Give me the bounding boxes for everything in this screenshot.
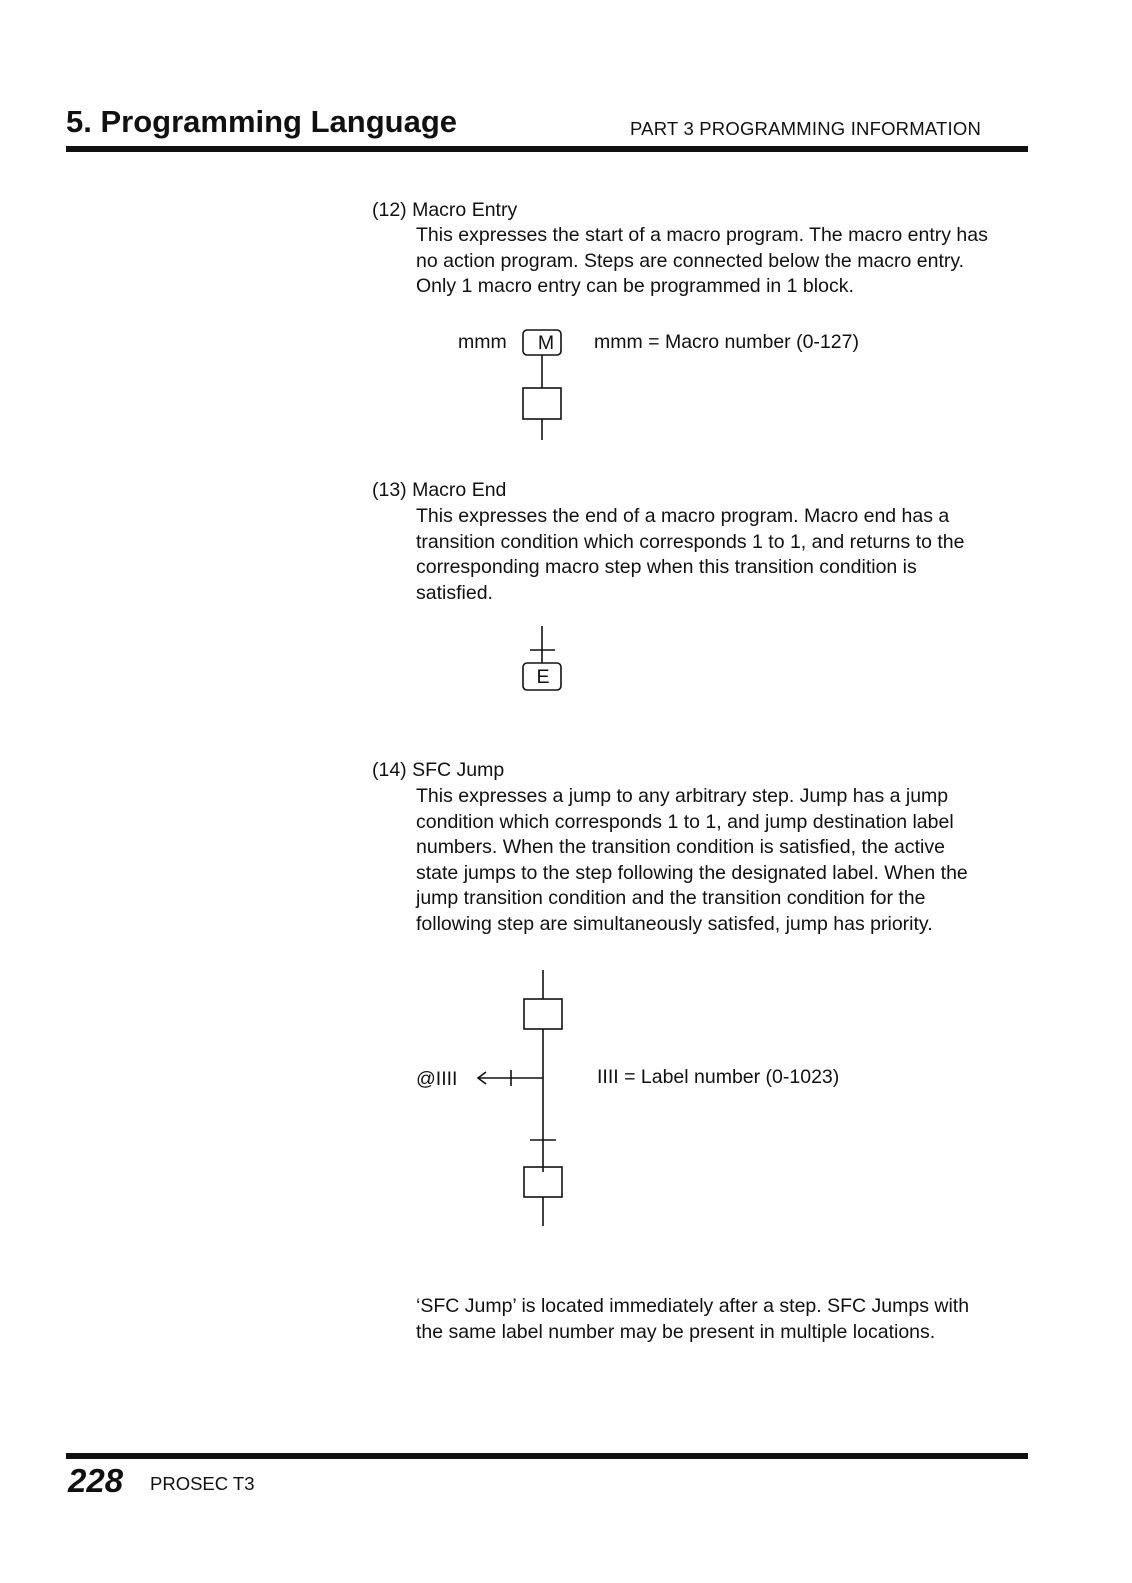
macro-number-label: mmm [458, 331, 507, 353]
macro-entry-box [523, 330, 561, 355]
body-line: jump transition condition and the transition condition for the [416, 887, 926, 909]
body-line: the same label number may be present in multiple locations. [416, 1320, 936, 1343]
macro-end-box-label: E [536, 666, 550, 688]
macro-end-box [523, 663, 561, 690]
body-line: no action program. Steps are connected below the macro entry. [416, 249, 965, 272]
jump-label: @IIII [416, 1068, 458, 1090]
step-box [524, 999, 562, 1029]
body-line: following step are simultaneously satisfed, jump has priority. [416, 912, 933, 935]
section-heading-macro-end: (13) Macro End [372, 479, 507, 501]
body-line: corresponding macro step when this transition condition is [416, 556, 917, 578]
macro-entry-box-label: M [537, 332, 555, 354]
macro-number-note: mmm = Macro number (0-127) [594, 331, 859, 353]
body-line: satisfied. [416, 581, 493, 604]
body-line: condition which corresponds 1 to 1, and jump destination label [416, 810, 954, 833]
body-line: transition condition which corresponds 1 to 1, and returns to the [416, 530, 965, 553]
page-title: 5. Programming Language [66, 104, 458, 139]
section-heading-macro-entry: (12) Macro Entry [372, 199, 518, 221]
body-line: Only 1 macro entry can be programmed in 1 block. [416, 275, 854, 297]
section-heading-sfc-jump: (14) SFC Jump [372, 759, 505, 781]
body-line: This expresses the start of a macro program. The macro entry has [416, 224, 988, 246]
page-number: 228 [68, 1462, 124, 1499]
body-line: state jumps to the step following the designated label. When the [416, 861, 968, 884]
footer-rule [66, 1453, 1028, 1459]
part-label: PART 3 PROGRAMMING INFORMATION [630, 118, 982, 139]
step-box [523, 388, 561, 419]
product-name: PROSEC T3 [150, 1473, 255, 1494]
body-line: numbers. When the transition condition is satisfied, the active [416, 836, 945, 858]
body-line: This expresses the end of a macro program. Macro end has a [416, 505, 950, 527]
body-line: This expresses a jump to any arbitrary step. Jump has a jump [416, 785, 949, 807]
label-number-note: IIII = Label number (0-1023) [597, 1066, 840, 1088]
body-line: ‘SFC Jump’ is located immediately after a step. SFC Jumps with [416, 1295, 970, 1317]
